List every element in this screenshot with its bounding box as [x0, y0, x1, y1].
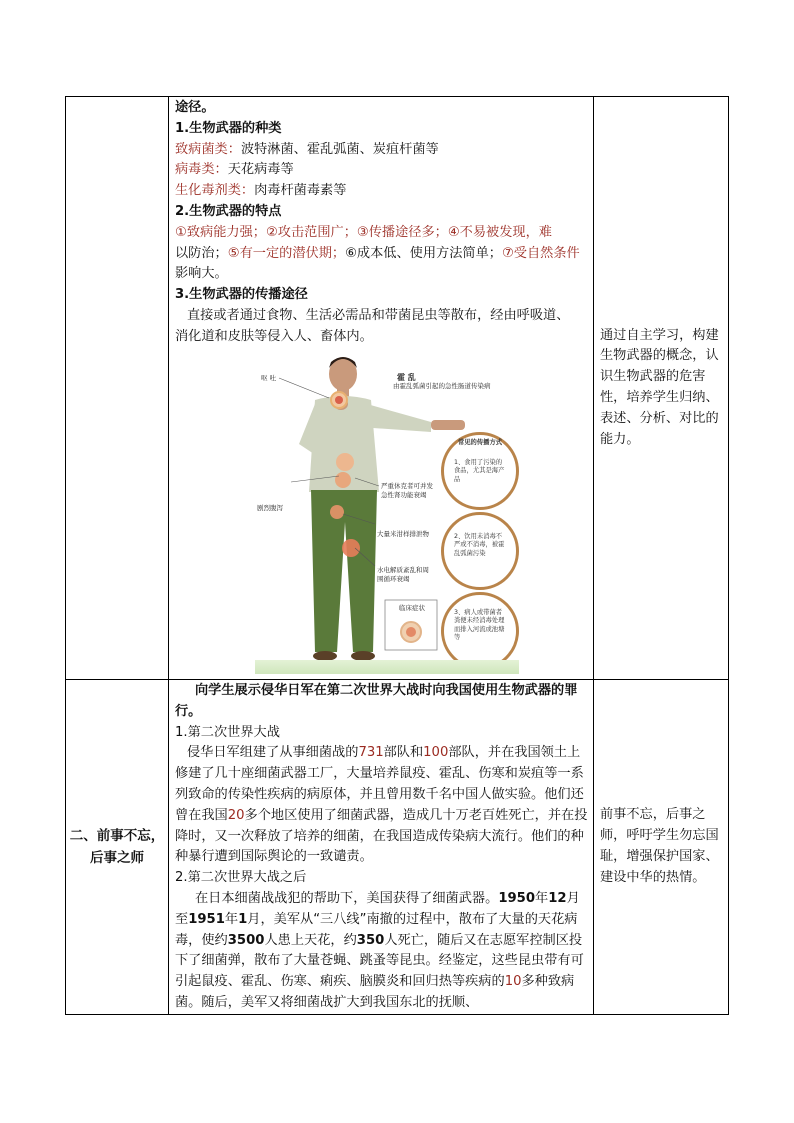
text-span: 年: [224, 911, 239, 927]
figure-subtitle: 由霍乱弧菌引起的急性肠道传染病: [393, 381, 491, 390]
text-line: 途径。: [175, 100, 215, 115]
spread-circle-1: [441, 432, 519, 510]
goal-text: 前事不忘，后事之师，呼吁学生勿忘国耻，增强保护国家、建设中华的热情。: [600, 807, 719, 885]
text-span: 多种致病菌。随后，美军又将细菌战扩大到我国东北的抚顺、: [175, 974, 575, 1010]
table-row: [66, 97, 729, 680]
heading-types: 1.生物武器的种类: [175, 120, 282, 136]
text-span: 部队和: [383, 745, 424, 761]
text-line: ①致病能力强；②攻击范围广；③传播途径多；④不易被发现，难: [175, 224, 552, 240]
spread-item-1: 1、食用了污染的食品，尤其是海产品: [454, 458, 505, 483]
spread-item-2: 2、饮用未消毒不严或不消毒，被霍乱弧菌污染: [454, 532, 505, 557]
text-line: 直接或者通过食物、生活必需品和带菌昆虫等散布，经由呼吸道、: [187, 307, 570, 323]
text-span: ⑦受自然条件: [501, 245, 580, 261]
heading-features: 2.生物武器的特点: [175, 203, 282, 219]
text-span: 多个地区使用了细菌武器，造成几十万老百姓死亡，并在投降时，又一次释放了培养的细菌，在我国造成传染病大流行。他们的种种暴行遭到国际舆论的一致谴责。: [175, 807, 588, 865]
content-cell: [169, 97, 594, 680]
text-span: ⑥成本低、使用方法简单；: [345, 245, 502, 261]
goal-wrap: [594, 97, 728, 679]
figure-title: 霍 乱: [397, 372, 416, 382]
label-diarrhea: 剧烈腹泻: [257, 503, 283, 512]
text-span: 以防治；: [175, 245, 228, 261]
text-line: [175, 160, 589, 181]
spread-circle-3: [441, 592, 519, 670]
label-virus: 病毒类：: [175, 162, 228, 178]
text-toxin: 肉毒杆菌毒素等: [254, 183, 347, 199]
text-line: [175, 181, 589, 202]
section-label: [66, 680, 168, 1014]
number-100: 100: [423, 745, 449, 761]
text-line: [175, 244, 589, 265]
goal-text: 通过自主学习，构建生物武器的概念，认识生物武器的危害性，培养学生归纳、表述、分析、对比的能力。: [600, 327, 719, 447]
content-cell: [169, 680, 594, 1015]
spread-circle-2: [441, 512, 519, 590]
number: 350: [356, 932, 385, 948]
label-shock: 严重休克者可并发急性肾功能衰竭: [381, 481, 433, 499]
section-title-line1: 二、前事不忘，: [69, 828, 165, 844]
label-bacteria: 致病菌类：: [175, 141, 241, 157]
text-span: 人患上天花，约: [264, 932, 357, 948]
table-row: [66, 680, 729, 1015]
spread-title: 常见的传播方式: [457, 438, 503, 446]
label-water: 水电解质紊乱和周围循环衰竭: [377, 565, 429, 583]
goal-wrap: [594, 680, 728, 1014]
label-rice: 大量米泔样排泄物: [377, 529, 429, 538]
number: 1950: [498, 890, 536, 906]
goal-cell: [594, 97, 729, 680]
text-span: 年: [535, 890, 549, 906]
heading-ww2: 1.第二次世界大战: [175, 724, 280, 740]
text-line: [175, 140, 589, 161]
number: 3500: [227, 932, 265, 948]
paragraph-postwar: [175, 889, 589, 1014]
heading-spread: 3.生物武器的传播途径: [175, 287, 308, 303]
intro-text: 向学生展示侵华日军在第二次世界大战时向我国使用生物武器的罪行。: [175, 683, 578, 719]
text-span: 月，美军从“三八线”南撤的过程中，散布了大量的天花病毒，使约: [175, 911, 578, 948]
label-toxin: 生化毒剂类：: [175, 183, 255, 199]
number: 12: [548, 890, 567, 906]
lesson-table: [65, 96, 729, 1015]
number: 1: [238, 911, 248, 927]
text-span: ⑤有一定的潜伏期；: [227, 245, 346, 261]
text-span: 月至: [175, 890, 580, 927]
text-bacteria: 波特淋菌、霍乱弧菌、炭疽杆菌等: [240, 141, 439, 157]
heading-postwar: 2.第二次世界大战之后: [175, 870, 307, 886]
number-20: 20: [227, 807, 245, 823]
section-cell-empty: [66, 97, 169, 680]
text-span: 在日本细菌战战犯的帮助下，美国获得了细菌武器。: [195, 890, 499, 906]
spread-item-3: 3、病人或带菌者粪便未经消毒处理而排入河流或池塘等: [454, 608, 505, 642]
text-virus: 天花病毒等: [227, 162, 294, 178]
number-10: 10: [504, 974, 522, 990]
text-line: 影响大。: [175, 266, 228, 282]
section-cell: [66, 680, 169, 1015]
goal-cell: [594, 680, 729, 1015]
paragraph-ww2: [175, 743, 589, 868]
grass-ground: [255, 660, 519, 674]
number-731: 731: [358, 745, 384, 761]
section-title-line2: 后事之师: [90, 850, 144, 866]
text-line: 消化道和皮肤等侵入人、畜体内。: [175, 328, 373, 344]
cholera-illustration: [255, 352, 519, 674]
text-span: 人死亡，随后又在志愿军控制区投下了细菌弹，散布了大量苍蝇、跳蚤等昆虫。经鉴定，这些昆虫带有可引起鼠疫、霍乱、伤寒、痢疾、脑膜炎和回归热等疾病的: [175, 932, 584, 990]
text-span: 侵华日军组建了从事细菌战的: [187, 745, 359, 761]
number: 1951: [188, 911, 225, 927]
text-span: 部队，并在我国领土上修建了几十座细菌武器工厂，大量培养鼠疫、霍乱、伤寒和炭疽等一系列致命的传染性疾病的病原体，并且曾用数千名中国人做实验。他们还曾在我国: [175, 745, 584, 823]
label-vomit: 呕 吐: [261, 373, 277, 382]
label-clinical: 临床症状: [399, 603, 425, 612]
